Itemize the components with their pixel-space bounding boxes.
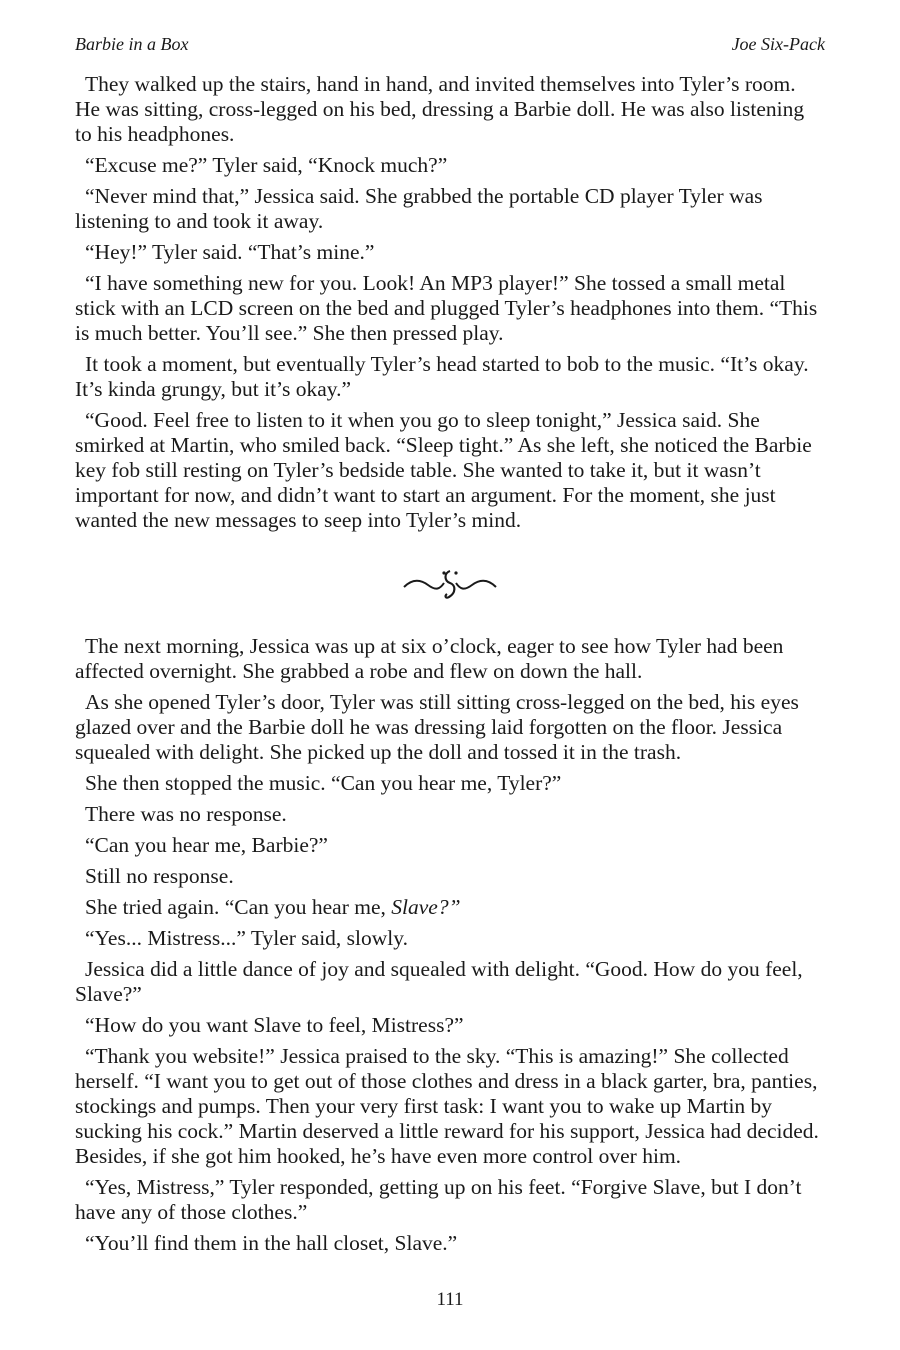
page-number: 111 bbox=[436, 1289, 464, 1310]
paragraph-text: She tried again. “Can you hear me, bbox=[85, 895, 392, 919]
paragraph: “Good. Feel free to listen to it when you go to sleep tonight,” Jessica said. She smirked at Martin, who smiled back. “Sleep tight.” As she left, she noticed the Barbie key fob still resting on Tyler’s bedside table. She wanted to take it, but it wasn’t important for now, and didn’t want to start an argument. For the moment, she just wanted the new messages to seep into Tyler’s mind. bbox=[75, 408, 812, 532]
italic-text: Slave?” bbox=[391, 895, 461, 919]
paragraph: “You’ll find them in the hall closet, Slave.” bbox=[85, 1231, 458, 1255]
fleuron-icon bbox=[402, 565, 498, 605]
paragraph: “Hey!” Tyler said. “That’s mine.” bbox=[85, 240, 375, 264]
paragraph: There was no response. bbox=[85, 802, 287, 826]
paragraph: “Can you hear me, Barbie?” bbox=[85, 833, 328, 857]
section-one bbox=[75, 72, 825, 539]
paragraph: The next morning, Jessica was up at six o’clock, eager to see how Tyler had been affected overnight. She grabbed a robe and flew on down the hall. bbox=[75, 634, 784, 683]
section-break-ornament bbox=[0, 560, 900, 610]
paragraph: “Yes... Mistress...” Tyler said, slowly. bbox=[85, 926, 408, 950]
paragraph: Still no response. bbox=[85, 864, 234, 888]
paragraph: It took a moment, but eventually Tyler’s head started to bob to the music. “It’s okay. It’s kinda grungy, but it’s okay.” bbox=[75, 352, 809, 401]
book-title: Barbie in a Box bbox=[75, 34, 189, 54]
paragraph: “Never mind that,” Jessica said. She grabbed the portable CD player Tyler was listening to and took it away. bbox=[75, 184, 763, 233]
running-header bbox=[75, 34, 825, 60]
paragraph: “How do you want Slave to feel, Mistress?” bbox=[85, 1013, 464, 1037]
paragraph: “Thank you website!” Jessica praised to the sky. “This is amazing!” She collected herself. “I want you to get out of those clothes and dress in a black garter, bra, panties, stockings and pumps. Then your very first task: I want you to wake up Martin by sucking his cock.” Martin deserved a little reward for his support, Jessica had decided. Besides, if she got him hooked, he’s have even more control over him. bbox=[75, 1044, 819, 1168]
author-name: Joe Six-Pack bbox=[731, 34, 825, 54]
paragraph: They walked up the stairs, hand in hand, and invited themselves into Tyler’s room. He was sitting, cross-legged on his bed, dressing a Barbie doll. He was also listening to his headphones. bbox=[75, 72, 805, 146]
paragraph: She then stopped the music. “Can you hear me, Tyler?” bbox=[85, 771, 562, 795]
paragraph bbox=[75, 895, 825, 920]
paragraph: As she opened Tyler’s door, Tyler was still sitting cross-legged on the bed, his eyes glazed over and the Barbie doll he was dressing laid forgotten on the floor. Jessica squealed with delight. She picked up the doll and tossed it in the trash. bbox=[75, 690, 799, 764]
paragraph: “Excuse me?” Tyler said, “Knock much?” bbox=[85, 153, 448, 177]
paragraph: “Yes, Mistress,” Tyler responded, getting up on his feet. “Forgive Slave, but I don’t have any of those clothes.” bbox=[75, 1175, 802, 1224]
section-two bbox=[75, 634, 825, 1262]
paragraph: Jessica did a little dance of joy and squealed with delight. “Good. How do you feel, Slave?” bbox=[75, 957, 803, 1006]
paragraph: “I have something new for you. Look! An MP3 player!” She tossed a small metal stick with an LCD screen on the bed and plugged Tyler’s headphones into them. “This is much better. You’ll see.” She then pressed play. bbox=[75, 271, 818, 345]
